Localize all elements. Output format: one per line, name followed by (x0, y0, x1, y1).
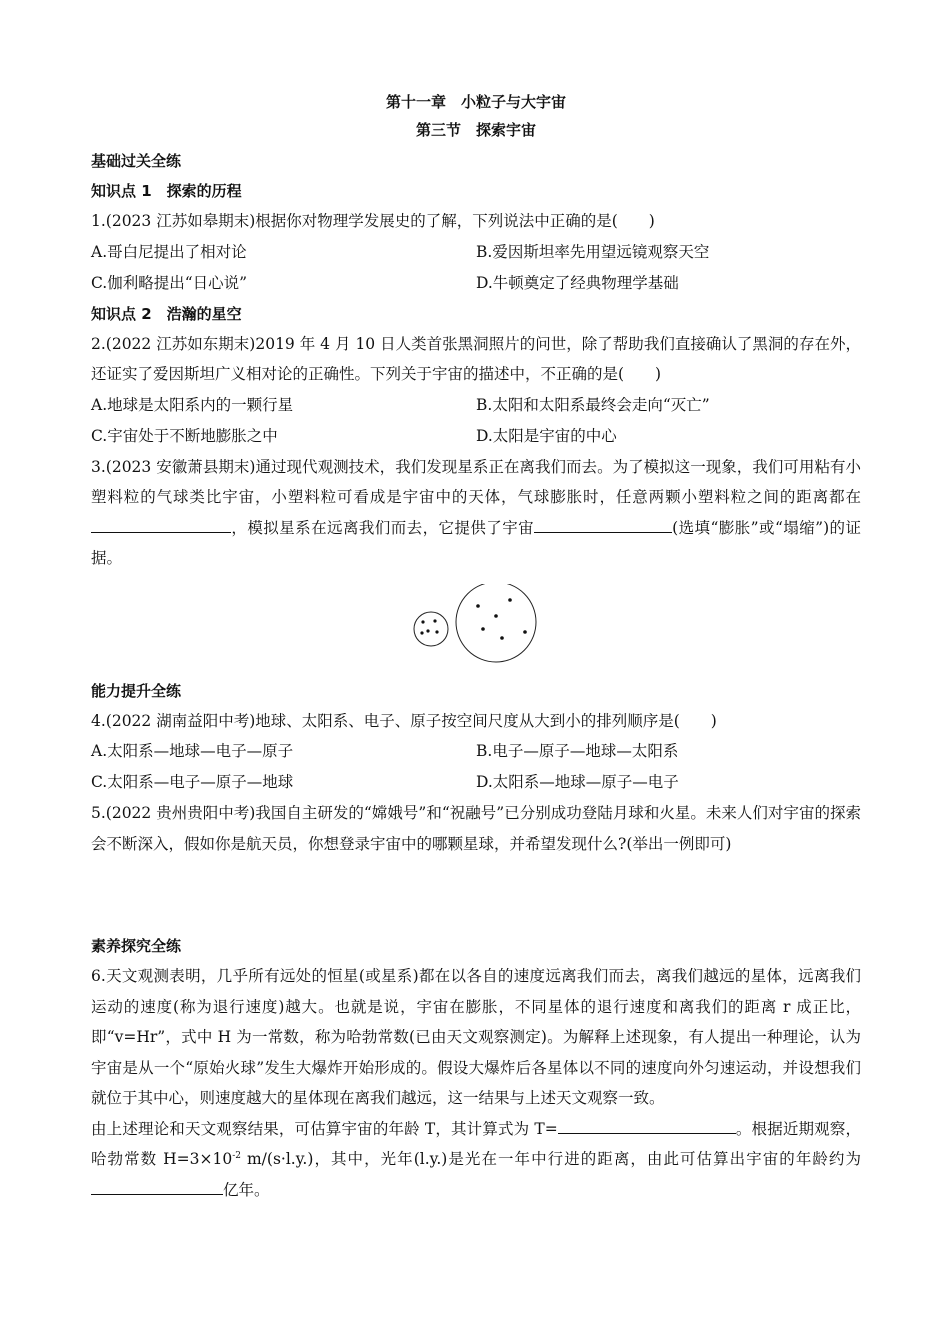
q6-p2b: 。根据近期观察，哈勃常数 H=3×10 (91, 1119, 861, 1168)
q3-text (91, 452, 861, 574)
knowledge-point-2: 知识点 2 浩瀚的星空 (91, 304, 242, 323)
knowledge-point-1: 知识点 1 探索的历程 (91, 182, 242, 200)
q1-stem: 1.(2023 江苏如皋期末)根据你对物理学发展史的了解，下列说法中正确的是( ) (91, 212, 655, 230)
small-balloon (414, 612, 448, 646)
q6-exponent: -2 (232, 1150, 242, 1161)
q1-options-row2 (91, 268, 861, 299)
q1-option-c: C.伽利略提出“日心说” (91, 273, 248, 292)
q5-stem: 5.(2022 贵州贵阳中考)我国自主研发的“嫦娥号”和“祝融号”已分别成功登陆月球和火星。未来人们对宇宙的探索会不断深入，假如你是航天员，你想登录宇宙中的哪颗星球，并希望发现什么?(举出一例即可) (91, 804, 861, 853)
q3-blank-1[interactable] (91, 514, 231, 533)
q6-p2c: m/(s·l.y.)，其中，光年(l.y.)是光在一年中行进的距离，由此可估算出宇宙的年龄约为 (241, 1150, 861, 1168)
section-ability: 能力提升全练 (91, 681, 182, 700)
q4-option-a: A.太阳系—地球—电子—原子 (91, 742, 294, 760)
q6-paragraph-2 (91, 1114, 861, 1206)
q6-p2a: 由上述理论和天文观察结果，可估算宇宙的年龄 T，其计算式为 T= (91, 1119, 558, 1138)
q5-answer-space[interactable] (91, 859, 861, 931)
q1-option-b: B.爱因斯坦率先用望远镜观察天空 (476, 242, 710, 261)
balloon-figure (91, 584, 861, 672)
q2-option-d: D.太阳是宇宙的中心 (476, 426, 617, 445)
section-title: 第三节 探索宇宙 (415, 121, 536, 139)
q4-option-c: C.太阳系—电子—原子—地球 (91, 773, 294, 791)
q4-options-row2 (91, 767, 861, 798)
q2-option-c: C.宇宙处于不断地膨胀之中 (91, 426, 278, 445)
q3-blank-2[interactable] (534, 514, 672, 533)
chapter-title: 第十一章 小粒子与大宇宙 (385, 93, 566, 111)
q6-paragraph-1: 6.天文观测表明，几乎所有远处的恒星(或星系)都在以各自的速度远离我们而去，离我们越远的星体，远离我们运动的速度(称为退行速度)越大。也就是说，宇宙在膨胀，不同星体的退行速度和离我们的距离 r 成正比，即“v=Hr”，式中 H 为一常数，称为哈勃常数(已由天文观察测定)。为解释上述现象，有人提出一种理论，认为宇宙是从一个“原始火球”发生大爆炸开始形成的。假设大爆炸后各星体以不同的速度向外匀速运动，并设想我们就位于其中心，则速度越大的星体现在离我们越远，这一结果与上述天文观察一致。 (91, 967, 861, 1107)
q4-option-b: B.电子—原子—地球—太阳系 (476, 742, 679, 760)
q1-option-d: D.牛顿奠定了经典物理学基础 (476, 273, 679, 292)
q2-options-row1 (91, 390, 861, 421)
q2-option-b: B.太阳和太阳系最终会走向“灭亡” (476, 395, 710, 414)
q2-options-row2 (91, 421, 861, 452)
section-inquiry: 素养探究全练 (91, 937, 182, 955)
section-basic: 基础过关全练 (91, 152, 182, 170)
q6-p2d: 亿年。 (223, 1180, 270, 1199)
worksheet (91, 88, 861, 1205)
q3-part2: ，模拟星系在远离我们而去，它提供了宇宙 (231, 518, 535, 537)
balloon-diagram (91, 584, 861, 672)
q4-stem: 4.(2022 湖南益阳中考)地球、太阳系、电子、原子按空间尺度从大到小的排列顺序是( ) (91, 711, 717, 730)
q4-options-row1 (91, 736, 861, 767)
q6-blank-formula[interactable] (558, 1115, 736, 1134)
q3-part1: 3.(2023 安徽萧县期末)通过现代观测技术，我们发现星系正在离我们而去。为了模拟这一现象，我们可用粘有小塑料粒的气球类比宇宙，小塑料粒可看成是宇宙中的天体，气球膨胀时，任意两颗小塑料粒之间的距离都在 (91, 457, 861, 506)
large-balloon (456, 584, 536, 662)
q6-blank-age[interactable] (91, 1176, 223, 1195)
q2-option-a: A.地球是太阳系内的一颗行星 (91, 395, 294, 414)
q4-option-d: D.太阳系—地球—原子—电子 (476, 773, 679, 791)
q1-options-row1 (91, 237, 861, 268)
q3-part3: (选填“膨胀”或“塌缩”)的证据。 (91, 518, 861, 567)
q2-stem: 2.(2022 江苏如东期末)2019 年 4 月 10 日人类首张黑洞照片的问世，除了帮助我们直接确认了黑洞的存在外，还证实了爱因斯坦广义相对论的正确性。下列关于宇宙的描述中，不正确的是( ) (91, 334, 861, 383)
q1-option-a: A.哥白尼提出了相对论 (91, 242, 247, 261)
